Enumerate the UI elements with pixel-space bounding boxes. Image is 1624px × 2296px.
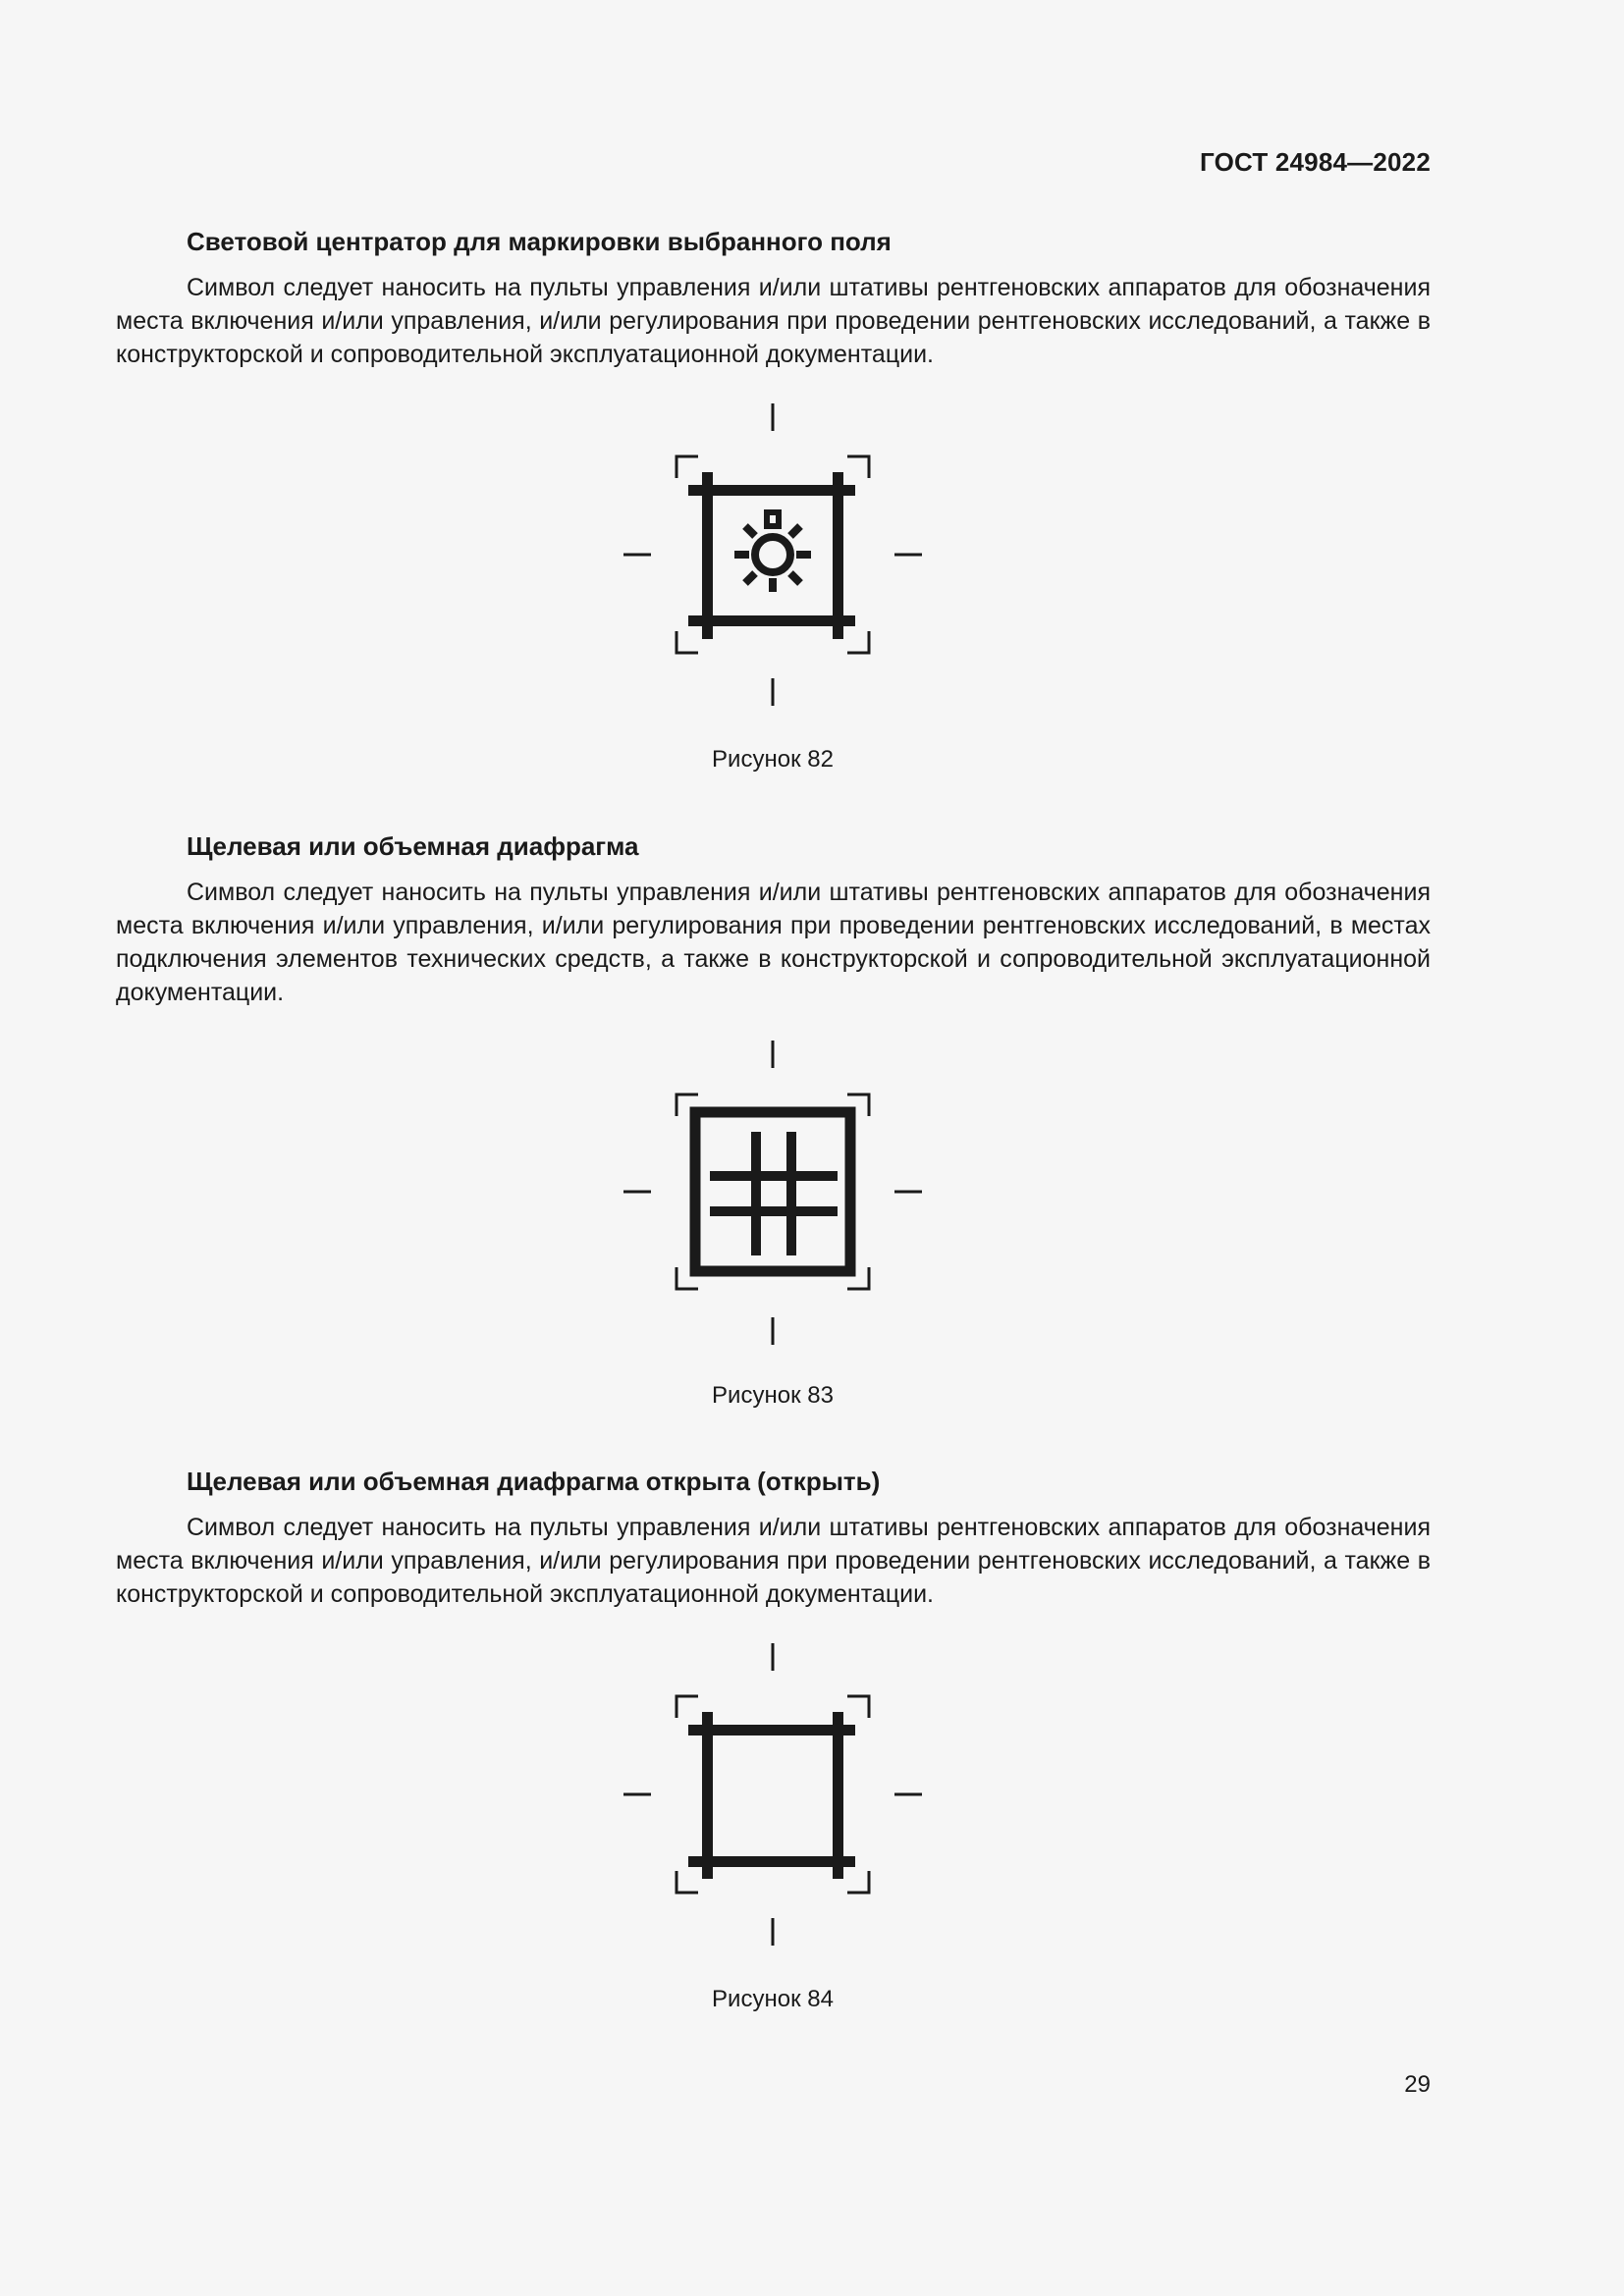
diaphragm-open-icon [616, 1637, 930, 1951]
section-title: Световой центратор для маркировки выбранного поля [187, 227, 892, 256]
section-text: Символ следует наносить на пульты управления и/или штативы рентгеновских аппаратов для обозначения места включения и/или управления, и/или регулирования при проведении рентгеновских исследований, в местах подключения элементов технических средств, а также в конструкторской и сопроводительной эксплуатационной документации. [116, 879, 1431, 1006]
figure-83 [0, 1036, 1624, 1350]
document-id: ГОСТ 24984—2022 [1200, 147, 1431, 177]
figure-caption: Рисунок 84 [712, 1986, 834, 2012]
section-text: Символ следует наносить на пульты управления и/или штативы рентгеновских аппаратов для обозначения места включения и/или управления, и/или регулирования при проведении рентгеновских исследований, а также в конструкторской и сопроводительной эксплуатационной документации. [116, 1514, 1431, 1608]
figure-84 [0, 1637, 1624, 1951]
section-title: Щелевая или объемная диафрагма [187, 831, 639, 861]
section-diaphragm-open [116, 1462, 1431, 1611]
section-light-centrator [116, 222, 1431, 371]
figure-caption: Рисунок 82 [712, 746, 834, 773]
figure-caption: Рисунок 83 [712, 1382, 834, 1409]
page-number: 29 [1404, 2071, 1431, 2098]
section-title: Щелевая или объемная диафрагма открыта (открыть) [187, 1467, 881, 1496]
light-centrator-icon [616, 398, 930, 712]
section-text: Символ следует наносить на пульты управления и/или штативы рентгеновских аппаратов для обозначения места включения и/или управления, и/или регулирования при проведении рентгеновских исследований, а также в конструкторской и сопроводительной эксплуатационной документации. [116, 274, 1431, 368]
section-diaphragm [116, 827, 1431, 1009]
diaphragm-icon [616, 1036, 930, 1350]
figure-82 [0, 398, 1624, 712]
